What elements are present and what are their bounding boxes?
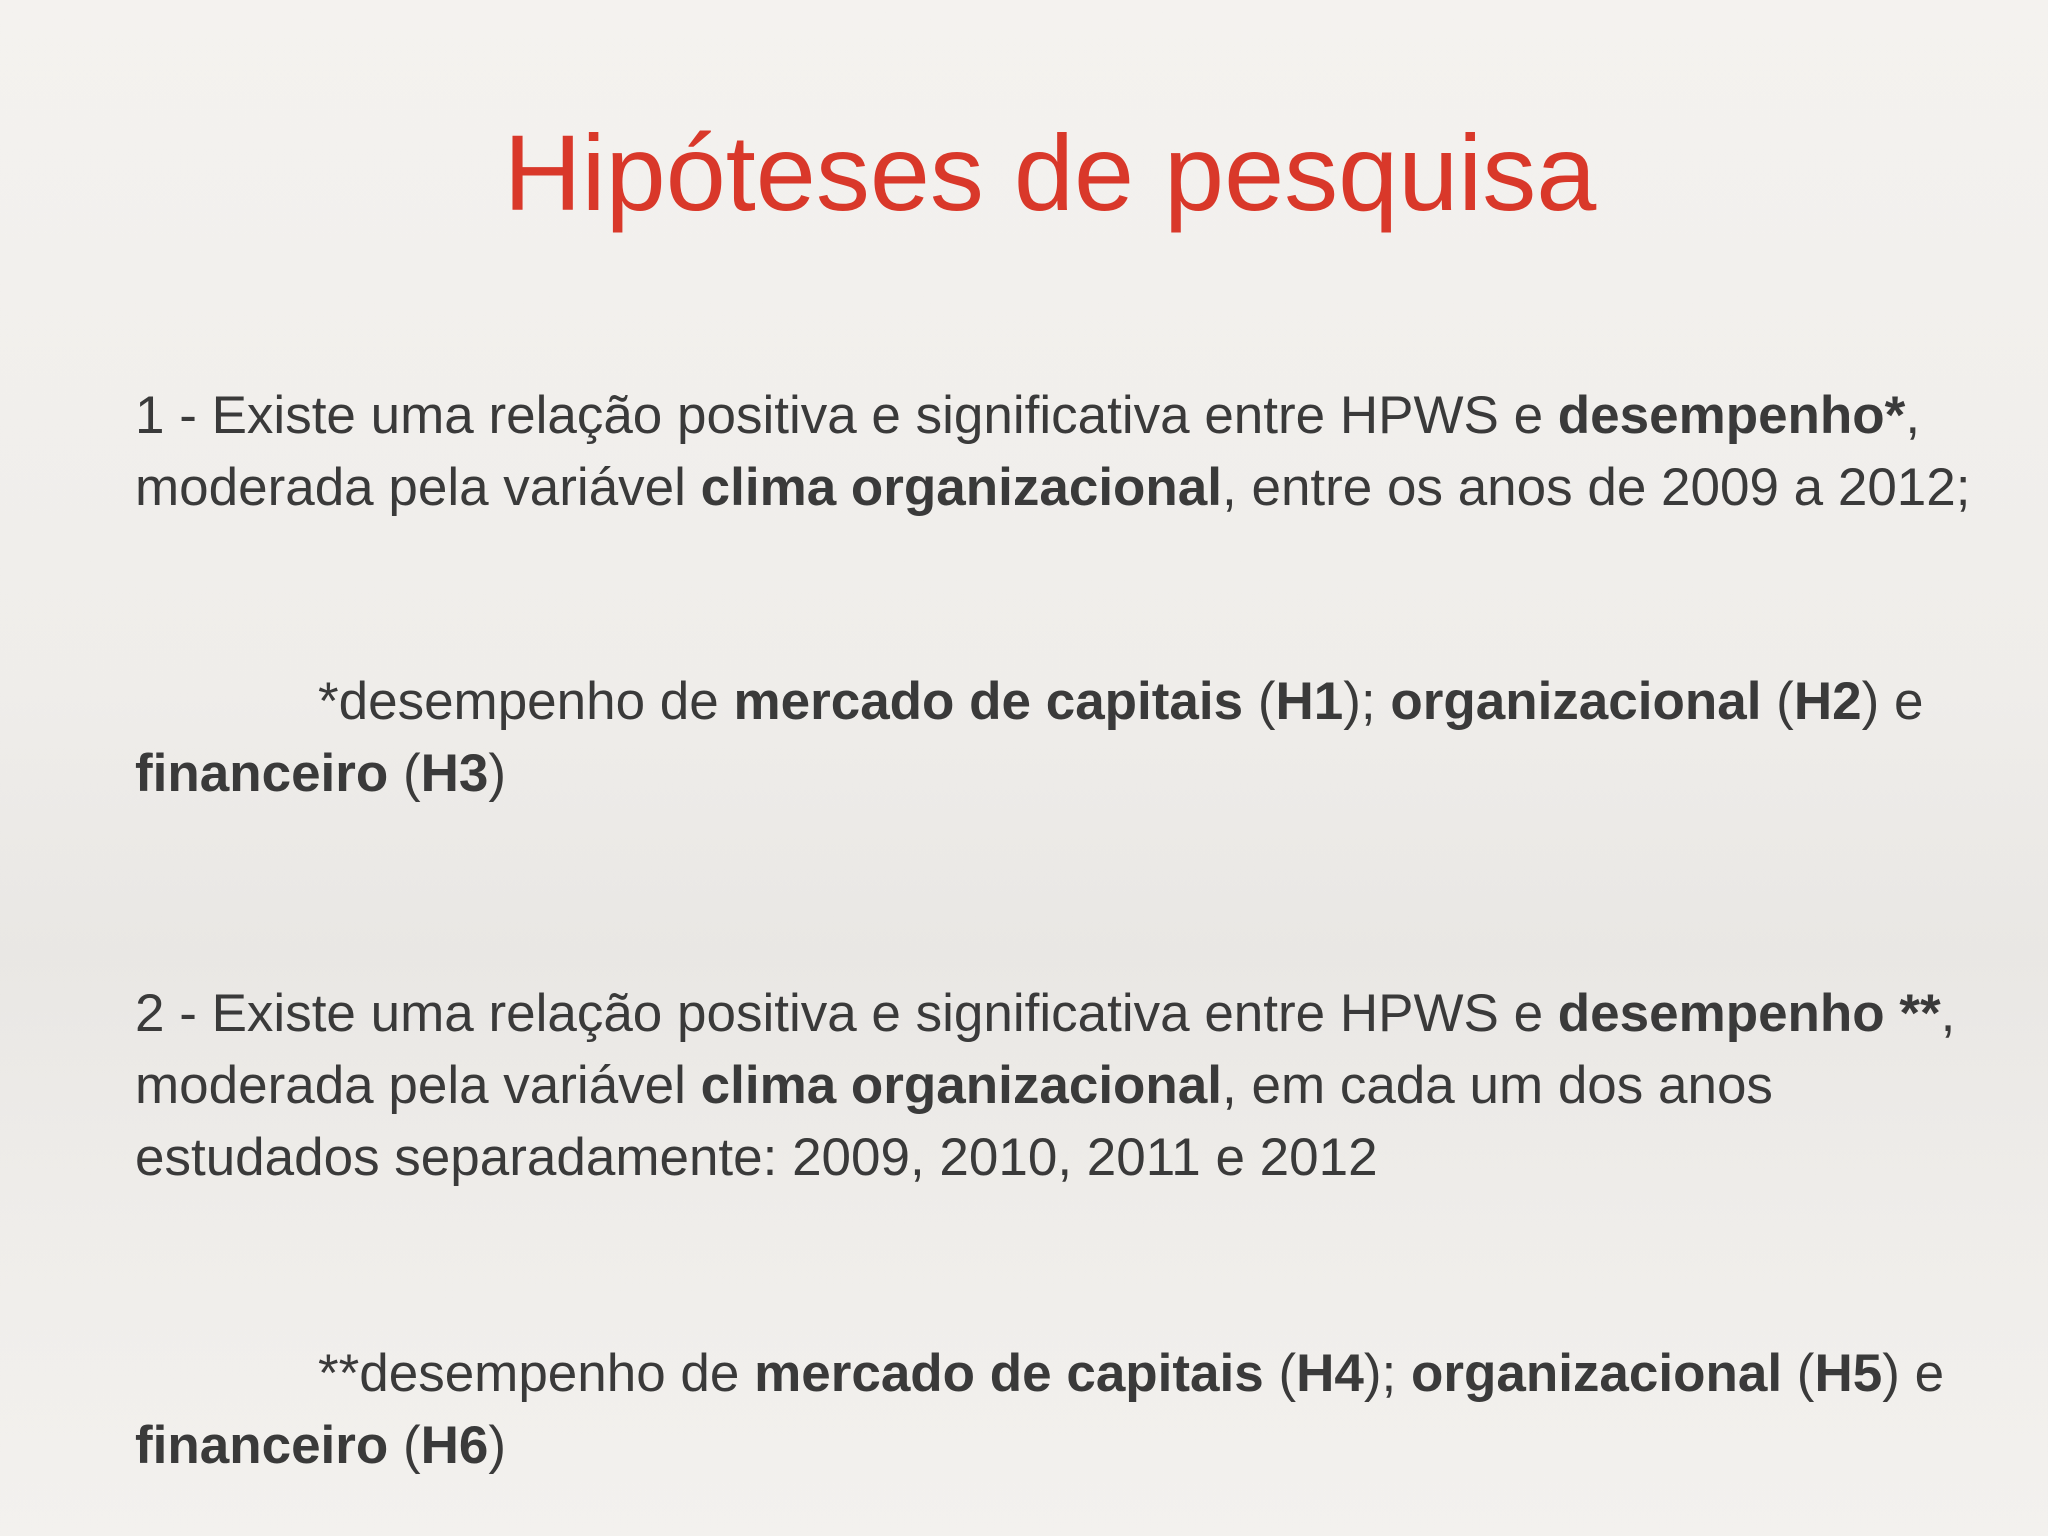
hypothesis-2-mid: , moderada pela variável [135,984,1956,1115]
hypothesis-1-intro: 1 - Existe uma relação positiva e significativa entre HPWS e [135,386,1558,445]
hypothesis-1-mid: , moderada pela variável [135,386,1921,517]
footnote-1-paren: ( [1243,672,1276,731]
hypothesis-1 [135,380,1975,524]
footnote-1-code-h2: H2 [1793,672,1862,731]
footnote-2-organizational: organizacional [1410,1344,1783,1403]
hypothesis-1-moderator: clima organizacional [700,458,1223,517]
footnote-1-market: mercado de capitais [733,672,1244,731]
footnote-2-paren: ( [1263,1344,1297,1403]
footnote-1-paren: ( [1761,672,1794,731]
footnote-2-code-h6: H6 [420,1416,489,1475]
hypothesis-1-term: desempenho* [1557,386,1906,445]
footnote-1-organizational: organizacional [1390,672,1762,731]
hypothesis-2-moderator: clima organizacional [700,1056,1223,1115]
hypothesis-2-term: desempenho ** [1557,984,1941,1043]
footnote-1-paren: ( [388,744,421,803]
hypothesis-2 [135,978,1975,1194]
footnote-2-paren: ) e [1882,1344,1945,1403]
footnote-1-paren: ) [488,744,507,803]
footnote-1-lead: *desempenho de [318,672,734,731]
hypothesis-2-footnote [135,1338,1975,1482]
footnote-2-code-h4: H4 [1296,1344,1364,1403]
footnote-1-paren: ) e [1861,672,1924,731]
footnote-2-paren: ( [1782,1344,1815,1403]
footnote-2-paren: ); [1363,1344,1411,1403]
hypothesis-1-footnote [135,666,1975,810]
hypothesis-1-tail: , entre os anos de 2009 a 2012; [1222,458,1971,517]
footnote-1-code-h1: H1 [1275,672,1344,731]
footnote-2-code-h5: H5 [1814,1344,1883,1403]
footnote-2-lead: **desempenho de [318,1344,755,1403]
slide-title: Hipóteses de pesquisa [503,112,1597,233]
footnote-2-paren: ) [488,1416,507,1475]
footnote-2-financial: financeiro [135,1416,389,1475]
footnote-1-paren: ); [1343,672,1391,731]
footnote-2-market: mercado de capitais [754,1344,1264,1403]
footnote-1-code-h3: H3 [420,744,489,803]
hypothesis-2-tail: , em cada um dos anos estudados separadamente: 2009, 2010, 2011 e 2012 [135,1056,1773,1187]
footnote-2-paren: ( [388,1416,421,1475]
footnote-1-financial: financeiro [135,744,389,803]
hypothesis-2-intro: 2 - Existe uma relação positiva e significativa entre HPWS e [135,984,1558,1043]
